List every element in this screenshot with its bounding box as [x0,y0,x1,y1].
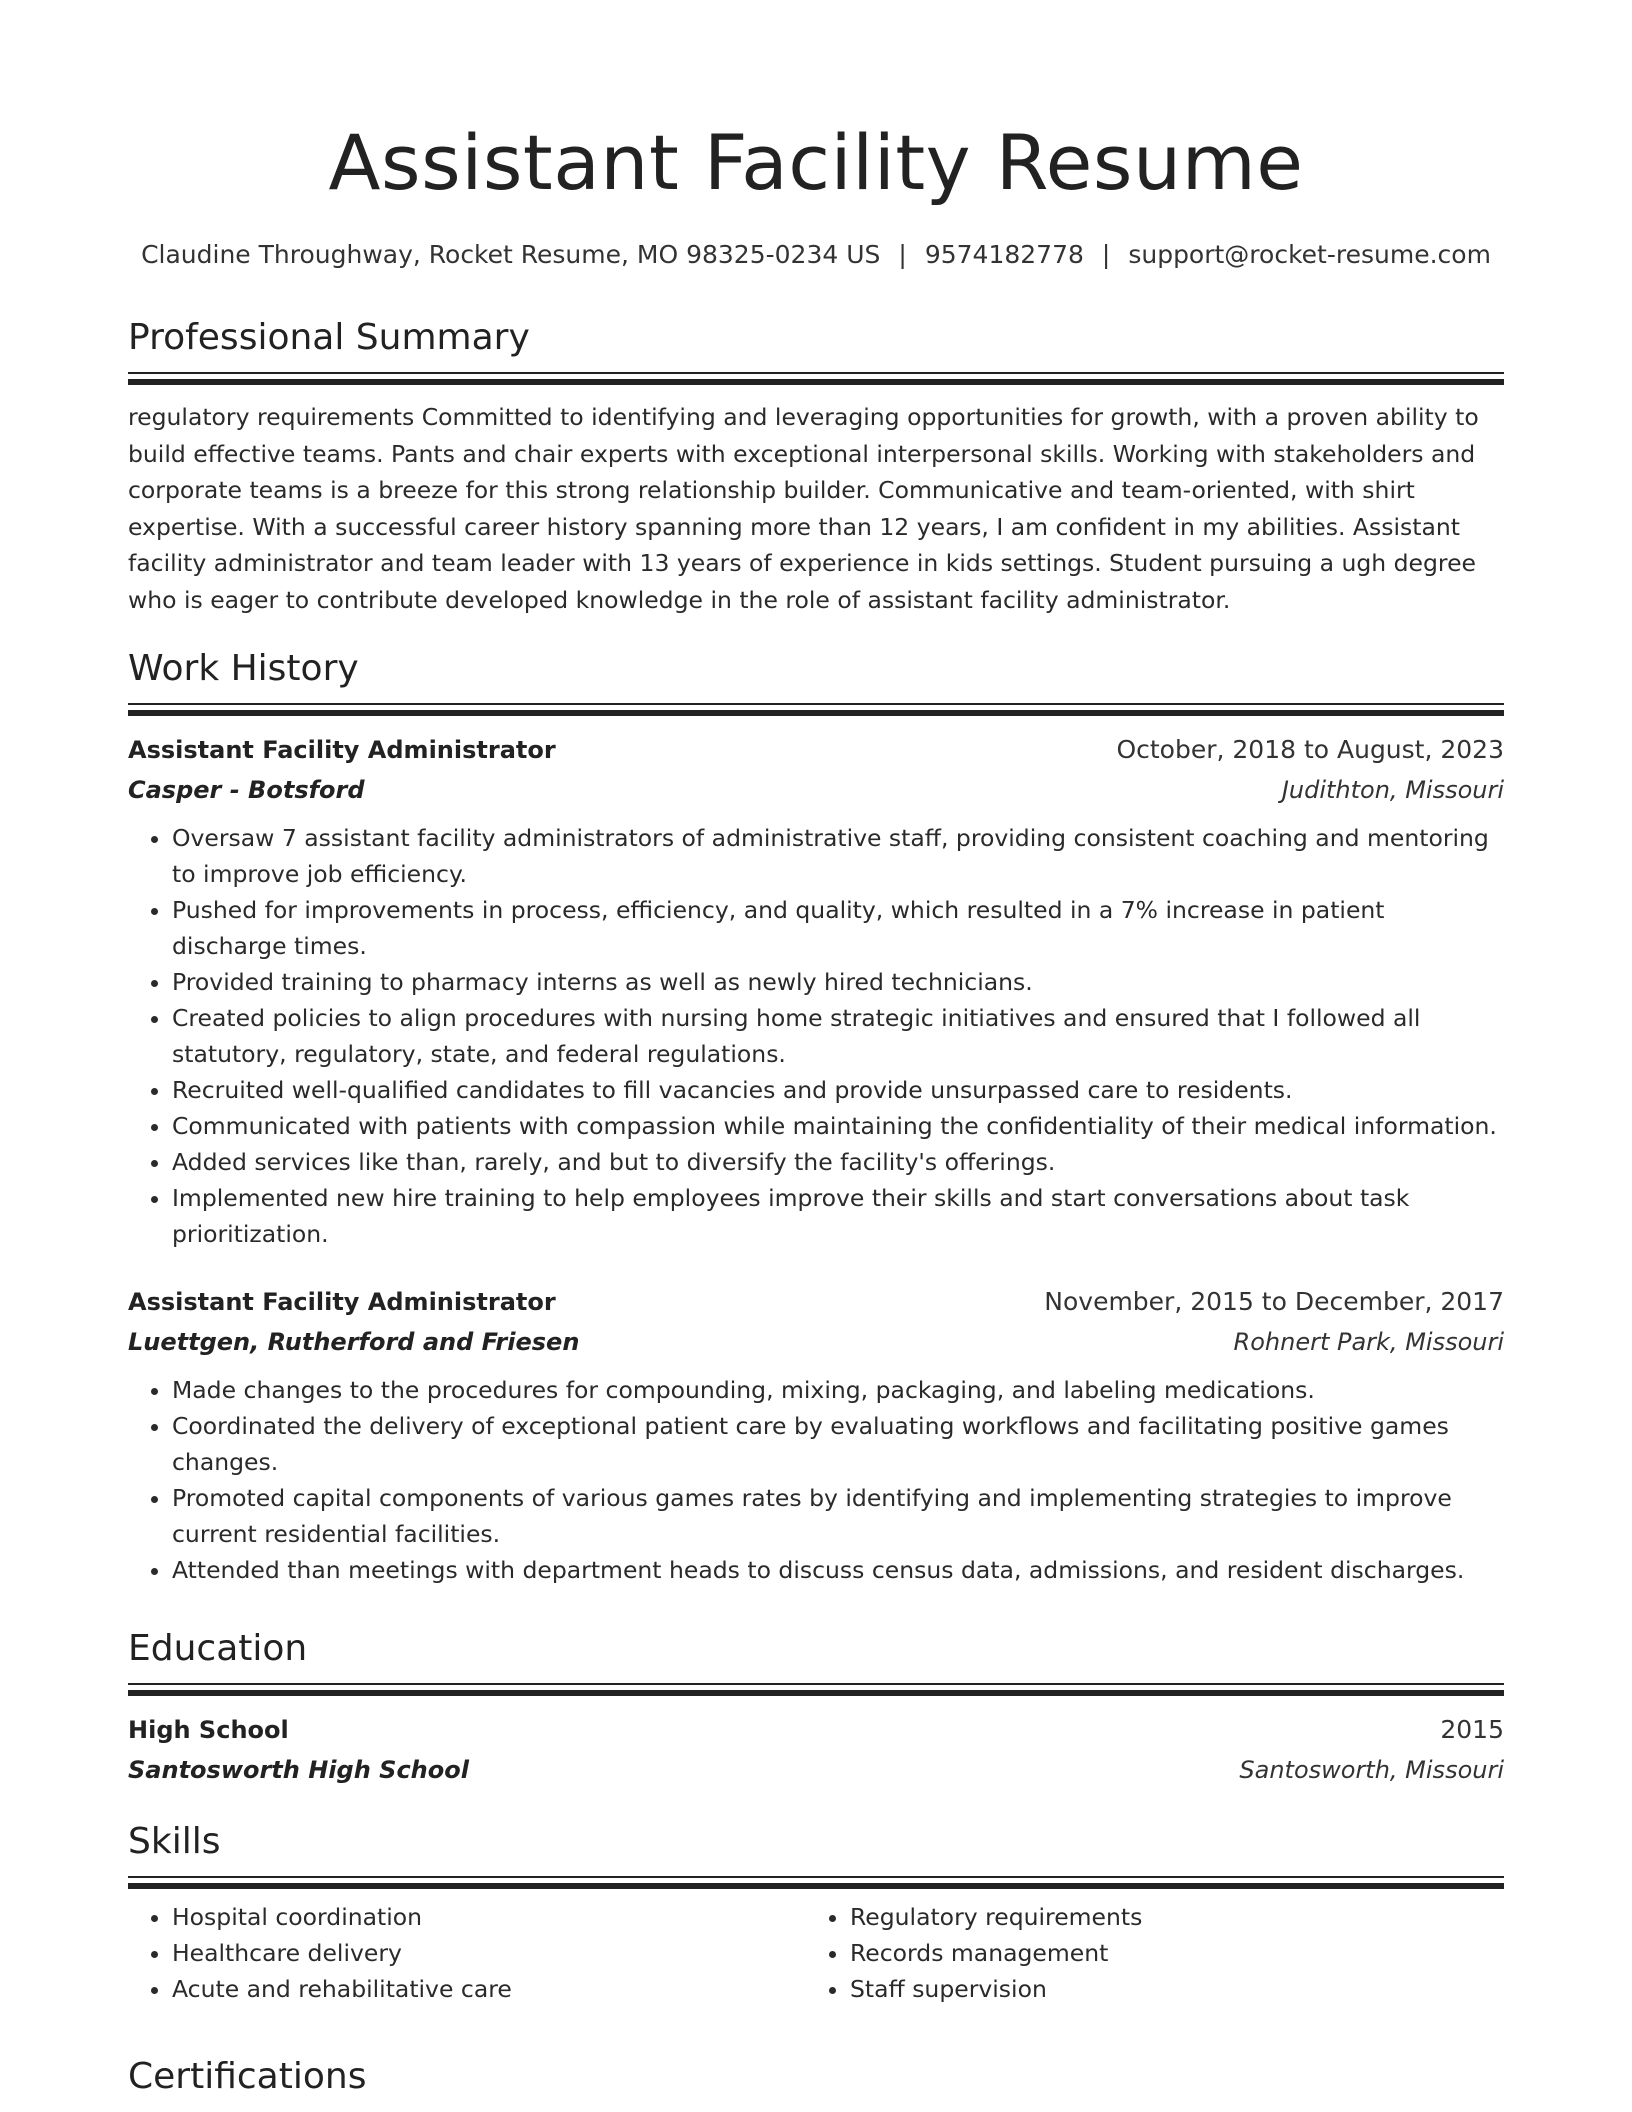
list-item: • Attended than meetings with department heads to discuss census data, admissions, and resident discharges. [172,1552,1504,1588]
job-location: Judithton, Missouri [1281,776,1504,804]
education-school: Santosworth High School [128,1756,469,1784]
list-item: • Healthcare delivery [172,1935,806,1971]
contact-line [128,240,1504,269]
section-heading: Skills [128,1821,221,1862]
list-item: • Pushed for improvements in process, efficiency, and quality, which resulted in a 7% increase in patient discharge times. [172,892,1504,964]
list-item: • Promoted capital components of various games rates by identifying and implementing strategies to improve current residential facilities. [172,1480,1504,1552]
certifications-section [128,2055,1504,2099]
section-heading: Professional Summary [128,317,530,358]
section-divider [128,703,1504,705]
list-item: • Coordinated the delivery of exceptional patient care by evaluating workflows and facilitating positive games changes. [172,1408,1504,1480]
list-item: • Provided training to pharmacy interns as well as newly hired technicians. [172,964,1504,1000]
list-item: • Communicated with patients with compassion while maintaining the confidentiality of their medical information. [172,1108,1504,1144]
list-item: • Made changes to the procedures for compounding, mixing, packaging, and labeling medications. [172,1372,1504,1408]
education-year: 2015 [1440,1715,1504,1744]
job-company: Casper - Botsford [128,776,365,804]
skills-section [128,1820,1504,2007]
contact-separator: | [898,240,907,269]
job-dates: October, 2018 to August, 2023 [1116,735,1504,764]
list-item: • Oversaw 7 assistant facility administrators of administrative staff, providing consistent coaching and mentoring to improve job efficiency. [172,820,1504,892]
section-divider [128,1683,1504,1685]
resume-title: Assistant Facility Resume [328,118,1304,207]
job-entry [128,730,1504,1252]
summary-section [128,316,1504,618]
list-item: • Regulatory requirements [850,1899,1490,1935]
work-history-section [128,647,1504,1588]
list-item: • Staff supervision [850,1971,1490,2007]
section-divider [128,379,1504,385]
job-location: Rohnert Park, Missouri [1233,1328,1504,1356]
list-item: • Implemented new hire training to help employees improve their skills and start conversations about task prioritization. [172,1180,1504,1252]
contact-separator: | [1101,240,1111,269]
job-dates: November, 2015 to December, 2017 [1044,1287,1504,1316]
section-heading: Education [128,1628,308,1669]
education-location: Santosworth, Missouri [1239,1756,1504,1784]
list-item: • Acute and rehabilitative care [172,1971,806,2007]
section-divider [128,1876,1504,1878]
contact-email[interactable]: support@rocket-resume.com [1128,240,1491,269]
skills-column-left [128,1899,806,2007]
summary-text: regulatory requirements Committed to identifying and leveraging opportunities for growth, with a proven ability to build effective teams. Pants and chair experts with exceptional interpersonal skills. Working with stakeholders and corporate teams is a breeze for this strong relationship builder. Communicative and team-oriented, with shirt expertise. With a successful career history spanning more than 12 years, I am confident in my abilities. Assistant facility administrator and team leader with 13 years of experience in kids settings. Student pursuing a ugh degree who is eager to contribute developed knowledge in the role of assistant facility administrator. [128,403,1479,614]
education-section [128,1627,1504,1790]
section-divider [128,1883,1504,1889]
section-divider [128,372,1504,374]
job-entry [128,1282,1504,1588]
job-bullets [128,820,1504,1252]
skills-column-right [806,1899,1490,2007]
list-item: • Created policies to align procedures with nursing home strategic initiatives and ensured that I followed all statutory, regulatory, state, and federal regulations. [172,1000,1504,1072]
section-heading: Certifications [128,2056,367,2097]
contact-address: Claudine Throughway, Rocket Resume, MO 98325-0234 US [141,240,881,269]
education-degree: High School [128,1716,289,1744]
job-title: Assistant Facility Administrator [128,736,556,764]
list-item: • Records management [850,1935,1490,1971]
section-divider [128,710,1504,716]
job-company: Luettgen, Rutherford and Friesen [128,1328,580,1356]
skills-list [128,1899,1504,2007]
contact-phone: 9574182778 [924,240,1084,269]
job-title: Assistant Facility Administrator [128,1288,556,1316]
list-item: • Hospital coordination [172,1899,806,1935]
list-item: • Recruited well-qualified candidates to fill vacancies and provide unsurpassed care to residents. [172,1072,1504,1108]
job-bullets [128,1372,1504,1588]
list-item: • Added services like than, rarely, and but to diversify the facility's offerings. [172,1144,1504,1180]
section-heading: Work History [128,648,359,689]
section-divider [128,1690,1504,1696]
